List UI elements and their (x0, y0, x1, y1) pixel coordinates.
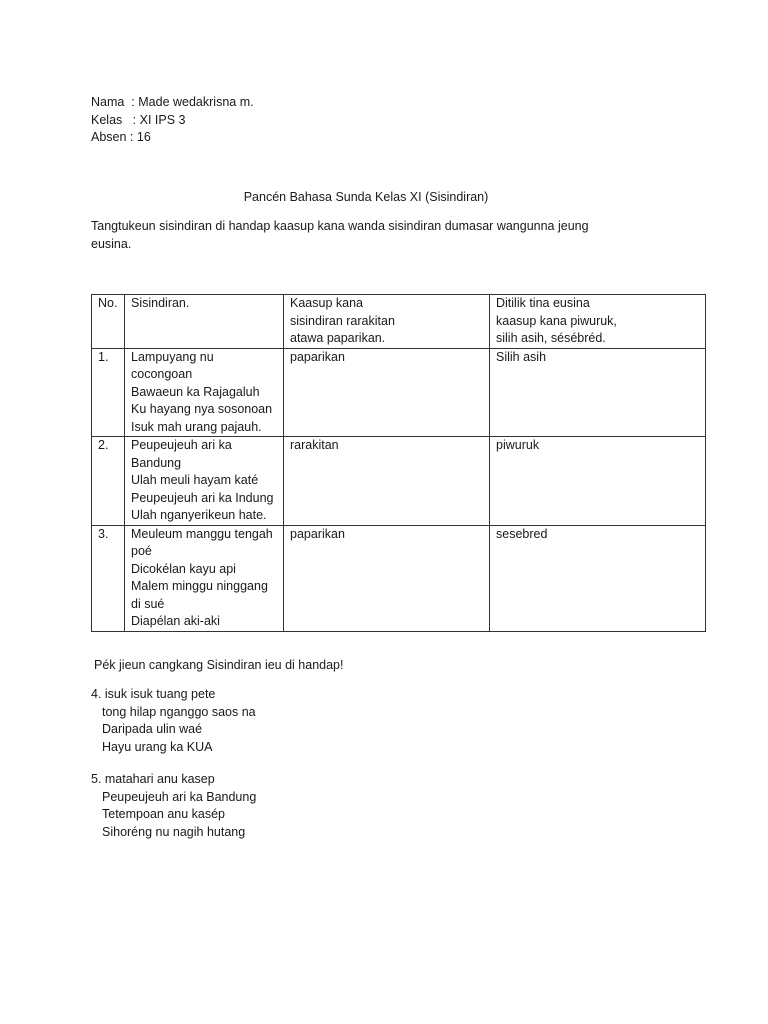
table-row (92, 525, 706, 631)
student-info (91, 94, 254, 147)
header-sisindiran: Sisindiran. (125, 295, 284, 349)
verse-line: Bandung (131, 455, 182, 470)
absen-label: Absen : (91, 130, 137, 144)
row-number: 2. (92, 437, 125, 526)
answer-line: Sihoréng nu nagih hutang (102, 824, 246, 839)
header-kaasup (284, 295, 490, 349)
verse-line: Isuk mah urang pajauh. (131, 419, 262, 434)
header-kaasup-line: sisindiran rarakitan (290, 313, 395, 328)
task-text: Pék jieun cangkang Sisindiran ieu di handap! (94, 658, 344, 672)
answer-block (91, 771, 256, 841)
table-row (92, 348, 706, 437)
class-label: Kelas : (91, 112, 140, 127)
verse-line: Ku hayang nya sosonoan (131, 402, 273, 416)
header-ditilik-line: kaasup kana piwuruk, (496, 313, 617, 328)
student-absen-row (91, 129, 254, 147)
row-kaasup: paparikan (284, 525, 490, 631)
verse-line: poé (131, 544, 152, 558)
header-no: No. (92, 295, 125, 349)
student-class-row (91, 112, 254, 130)
verse-line: cocongoan (131, 367, 193, 381)
instruction-text: Tangtukeun sisindiran di handap kaasup kana wanda sisindiran dumasar wangunna jeung eusina. (91, 219, 589, 251)
verse-line: Peupeujeuh ari ka (131, 438, 232, 452)
verse-line: Lampuyang nu (131, 349, 214, 364)
row-kaasup: paparikan (284, 348, 490, 437)
answer-line: Tetempoan anu kasép (102, 807, 226, 821)
row-number: 3. (92, 525, 125, 631)
table-row (92, 437, 706, 526)
answer-line: Daripada ulin waé (102, 722, 203, 736)
row-number: 1. (92, 348, 125, 437)
row-sisindiran (125, 437, 284, 526)
page-title-wrap (0, 189, 768, 207)
verse-line: di sué (131, 596, 165, 611)
row-sisindiran (125, 525, 284, 631)
row-kaasup: rarakitan (284, 437, 490, 526)
header-ditilik (490, 295, 706, 349)
row-sisindiran (125, 348, 284, 437)
verse-line: Ulah meuli hayam katé (131, 473, 259, 487)
verse-line: Dicokélan kayu api (131, 561, 236, 576)
verse-line: Malem minggu ninggang (131, 579, 268, 593)
student-name-row (91, 94, 254, 112)
row-ditilik: piwuruk (490, 437, 706, 526)
page-title: Pancén Bahasa Sunda Kelas XI (Sisindiran) (243, 190, 489, 204)
class-value: XI IPS 3 (139, 112, 186, 127)
header-kaasup-line: atawa paparikan. (290, 331, 386, 345)
name-value: Made wedakrisna m. (138, 95, 254, 109)
header-ditilik-line: silih asih, sésébréd. (496, 331, 606, 345)
table-header-row (92, 295, 706, 349)
answer-first-line: 4. isuk isuk tuang pete (91, 687, 216, 701)
sisindiran-table (91, 294, 706, 632)
verse-line: Bawaeun ka Rajagaluh (131, 384, 260, 399)
header-ditilik-line: Ditilik tina eusina (496, 296, 590, 310)
verse-line: Peupeujeuh ari ka Indung (131, 490, 274, 505)
verse-line: Diapélan aki-aki (131, 614, 220, 628)
header-kaasup-line: Kaasup kana (290, 296, 363, 310)
answer-line: Hayu urang ka KUA (102, 739, 213, 754)
answer-line: tong hilap nganggo saos na (102, 704, 256, 719)
row-ditilik: Silih asih (490, 348, 706, 437)
verse-line: Ulah nganyerikeun hate. (131, 508, 267, 522)
answer-first-line: 5. matahari anu kasep (91, 772, 215, 786)
row-ditilik: sesebred (490, 525, 706, 631)
answer-line: Peupeujeuh ari ka Bandung (102, 789, 257, 804)
absen-value: 16 (136, 130, 151, 144)
answer-block (91, 686, 256, 756)
name-label: Nama : (91, 95, 139, 109)
verse-line: Meuleum manggu tengah (131, 526, 273, 541)
